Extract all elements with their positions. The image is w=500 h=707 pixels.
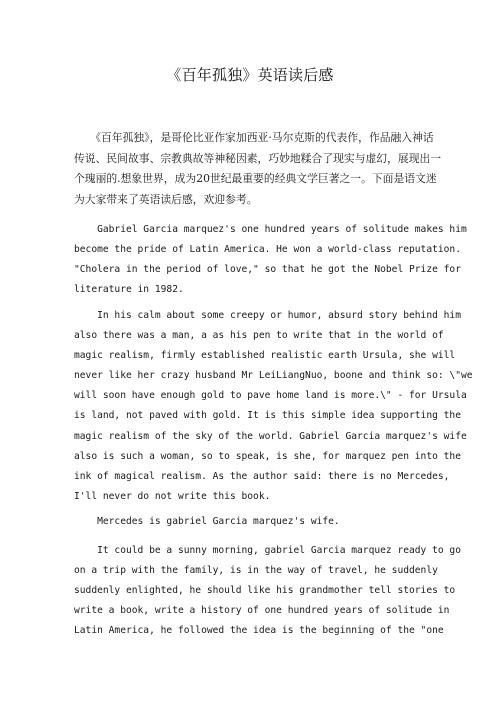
text-line: Gabriel Garcia marquez's one hundred years of solitude makes him (74, 224, 467, 235)
text-line: 传说、民间故事、宗教典故等神秘因素，巧妙地糅合了现实与虚幻，展现出一 (74, 151, 442, 165)
text-line: magic realism of the sky of the world. Gabriel Garcia marquez's wife (74, 430, 467, 442)
text-line: magic realism, firmly established realistic earth Ursula, she will (74, 350, 456, 362)
text-line: is land, not paved with gold. It is this simple idea supporting the (74, 410, 461, 422)
text-line: will soon have enough gold to pave home land is more.\" - for Ursula (74, 390, 467, 402)
english-paragraph-1 (74, 220, 467, 300)
intro-paragraph (74, 128, 442, 210)
page-title: 《百年孤独》英语读后感 (166, 66, 334, 84)
text-line: 为大家带来了英语读后感，欢迎参考。 (74, 192, 258, 206)
text-line: In his calm about some creepy or humor, absurd story behind him (74, 310, 461, 321)
text-line: never like her crazy husband Mr LeiLiangNuo, boone and think so: \"we (74, 370, 473, 382)
text-line: literature in 1982. (74, 284, 184, 296)
english-paragraph-4 (74, 541, 461, 641)
text-line: Mercedes is gabriel Garcia marquez's wife. (74, 516, 340, 527)
text-line: It could be a sunny morning, gabriel Garcia marquez ready to go (74, 545, 461, 556)
text-line: Latin America, he followed the idea is the beginning of the "one (74, 625, 444, 637)
english-paragraph-3 (74, 512, 434, 532)
text-line: on a trip with the family, is in the way of travel, he suddenly (74, 565, 438, 577)
text-line: also there was a man, a as his pen to write that in the world of (74, 330, 444, 342)
text-line: 《百年孤独》，是哥伦比亚作家加西亚·马尔克斯的代表作，作品融入神话 (74, 131, 434, 144)
text-line: become the pride of Latin America. He won a world-class reputation. (74, 244, 461, 256)
text-line: "Cholera in the period of love," so that he got the Nobel Prize for (74, 264, 461, 276)
text-line: ink of magical realism. As the author said: there is no Mercedes, (74, 470, 450, 482)
text-line: I'll never do not write this book. (74, 490, 271, 502)
text-line: also is such a woman, so to speak, is she, for marquez pen into the (74, 450, 461, 462)
english-paragraph-2 (74, 306, 473, 507)
text-line: 个瑰丽的.想象世界，成为20世纪最重要的经典文学巨著之一。下面是语文迷 (74, 172, 437, 186)
text-line: suddenly enlighted, he should like his grandmother tell stories to (74, 585, 456, 597)
text-line: write a book, write a history of one hundred years of solitude in (74, 605, 450, 617)
